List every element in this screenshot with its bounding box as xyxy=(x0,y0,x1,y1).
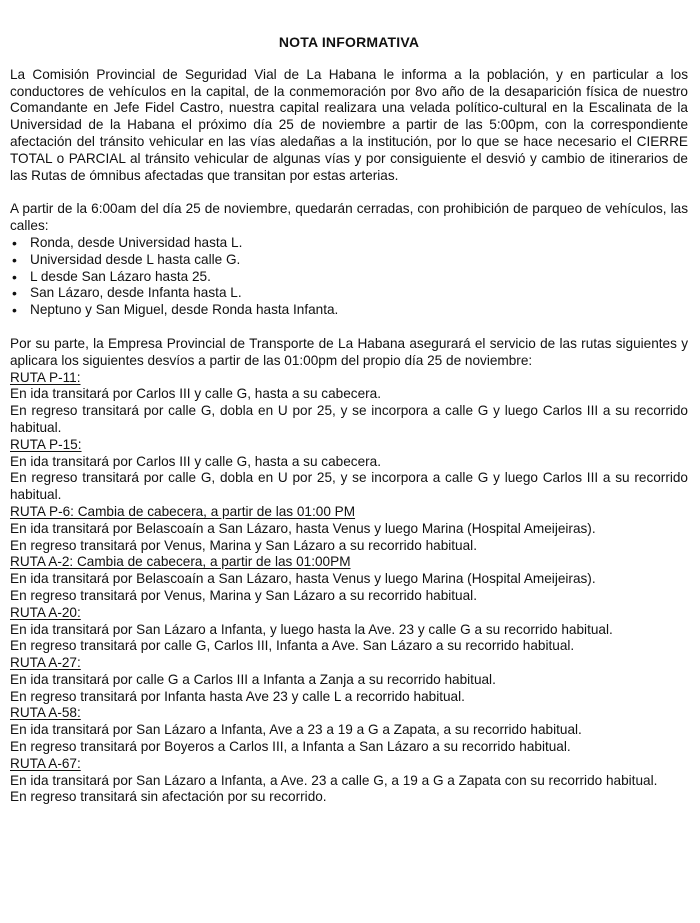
route-line-regreso: En regreso transitará por calle G, dobla en U por 25, y se incorpora a calle G y luego Carlos III a su recorrido habitual. xyxy=(10,470,688,503)
spacer xyxy=(10,319,688,336)
route-heading: RUTA P-15: xyxy=(10,436,82,452)
route-line-regreso: En regreso transitará por Boyeros a Carlos III, a Infanta a San Lázaro a su recorrido habitual. xyxy=(10,739,571,755)
route-heading: RUTA A-67: xyxy=(10,755,81,771)
route-heading: RUTA P-6: Cambia de cabecera, a partir de las 01:00 PM xyxy=(10,503,356,519)
route-line-regreso: En regreso transitará por Infanta hasta Ave 23 y calle L a recorrido habitual. xyxy=(10,688,465,704)
closure-item: • Ronda, desde Universidad hasta L. xyxy=(10,235,688,252)
route-block-p15 xyxy=(10,437,688,504)
route-line-regreso: En regreso transitará por Venus, Marina y San Lázaro a su recorrido habitual. xyxy=(10,537,477,553)
closure-item: • Neptuno y San Miguel, desde Ronda hasta Infanta. xyxy=(10,302,688,319)
route-line-ida: En ida transitará por Carlos III y calle G, hasta a su cabecera. xyxy=(10,386,381,402)
route-line-regreso: En regreso transitará por calle G, Carlos III, Infanta a Ave. San Lázaro a su recorrido habitual. xyxy=(10,638,575,654)
route-heading: RUTA A-2: Cambia de cabecera, a partir de las 01:00PM xyxy=(10,554,351,570)
closure-item: • Universidad desde L hasta calle G. xyxy=(10,252,688,269)
transport-intro: Por su parte, la Empresa Provincial de Transporte de La Habana asegurará el servicio de las rutas siguientes y aplicara los siguientes desvíos a partir de las 01:00pm del propio día 25 de noviembre: xyxy=(10,335,688,368)
closure-item: • L desde San Lázaro hasta 25. xyxy=(10,269,688,286)
route-line-regreso: En regreso transitará sin afectación por su recorrido. xyxy=(10,789,327,805)
route-line-ida: En ida transitará por San Lázaro a Infanta, y luego hasta la Ave. 23 y calle G a su recorrido habitual. xyxy=(10,621,613,637)
route-line-ida: En ida transitará por San Lázaro a Infanta, Ave a 23 a 19 a G a Zapata, a su recorrido habitual. xyxy=(10,722,582,738)
routes-section xyxy=(10,370,688,807)
closures-list xyxy=(10,235,688,319)
route-heading: RUTA A-20: xyxy=(10,604,81,620)
document-title: NOTA INFORMATIVA xyxy=(278,34,420,50)
route-heading: RUTA P-11: xyxy=(10,369,81,385)
route-block-a67 xyxy=(10,756,688,806)
route-heading: RUTA A-58: xyxy=(10,705,81,721)
route-block-a2 xyxy=(10,554,688,604)
closures-intro: A partir de la 6:00am del día 25 de noviembre, quedarán cerradas, con prohibición de parqueo de vehículos, las calles: xyxy=(10,201,688,234)
route-block-p11 xyxy=(10,370,688,437)
intro-paragraph: La Comisión Provincial de Seguridad Vial de La Habana le informa a la población, y en particular a los conductores de vehículos en la capital, de la conmemoración por 8vo año de la desaparición física de nuestro Comandante en Jefe Fidel Castro, nuestra capital realizara una velada político-cultural en la Escalinata de la Universidad de la Habana el próximo día 25 de noviembre a partir de las 5:00pm, con la correspondiente afectación del tránsito vehicular en las vías aledañas a la institución, por lo que se hace necesario el CIERRE TOTAL o PARCIAL al tránsito vehicular de algunas vías y por consiguiente el desvió y cambio de itinerarios de las Rutas de ómnibus afectadas que transitan por estas arterias. xyxy=(10,66,688,183)
route-block-p6 xyxy=(10,504,688,554)
closure-item: • San Lázaro, desde Infanta hasta L. xyxy=(10,285,688,302)
route-line-regreso: En regreso transitará por calle G, dobla en U por 25, y se incorpora a calle G y luego Carlos III a su recorrido habitual. xyxy=(10,403,688,435)
route-line-ida: En ida transitará por Belascoaín a San Lázaro, hasta Venus y luego Marina (Hospital Ameijeiras). xyxy=(10,571,596,587)
route-line-ida: En ida transitará por San Lázaro a Infanta, a Ave. 23 a calle G, a 19 a G a Zapata con su recorrido habitual. xyxy=(10,772,658,788)
route-line-regreso: En regreso transitará por Venus, Marina y San Lázaro a su recorrido habitual. xyxy=(10,587,477,603)
route-heading: RUTA A-27: xyxy=(10,655,81,671)
route-line-ida: En ida transitará por calle G a Carlos III a Infanta a Zanja a su recorrido habitual. xyxy=(10,671,496,687)
route-block-a27 xyxy=(10,655,688,705)
spacer xyxy=(10,184,688,201)
route-line-ida: En ida transitará por Carlos III y calle G, hasta a su cabecera. xyxy=(10,453,381,469)
route-block-a20 xyxy=(10,605,688,655)
route-block-a58 xyxy=(10,705,688,755)
route-line-ida: En ida transitará por Belascoaín a San Lázaro, hasta Venus y luego Marina (Hospital Ameijeiras). xyxy=(10,520,596,536)
